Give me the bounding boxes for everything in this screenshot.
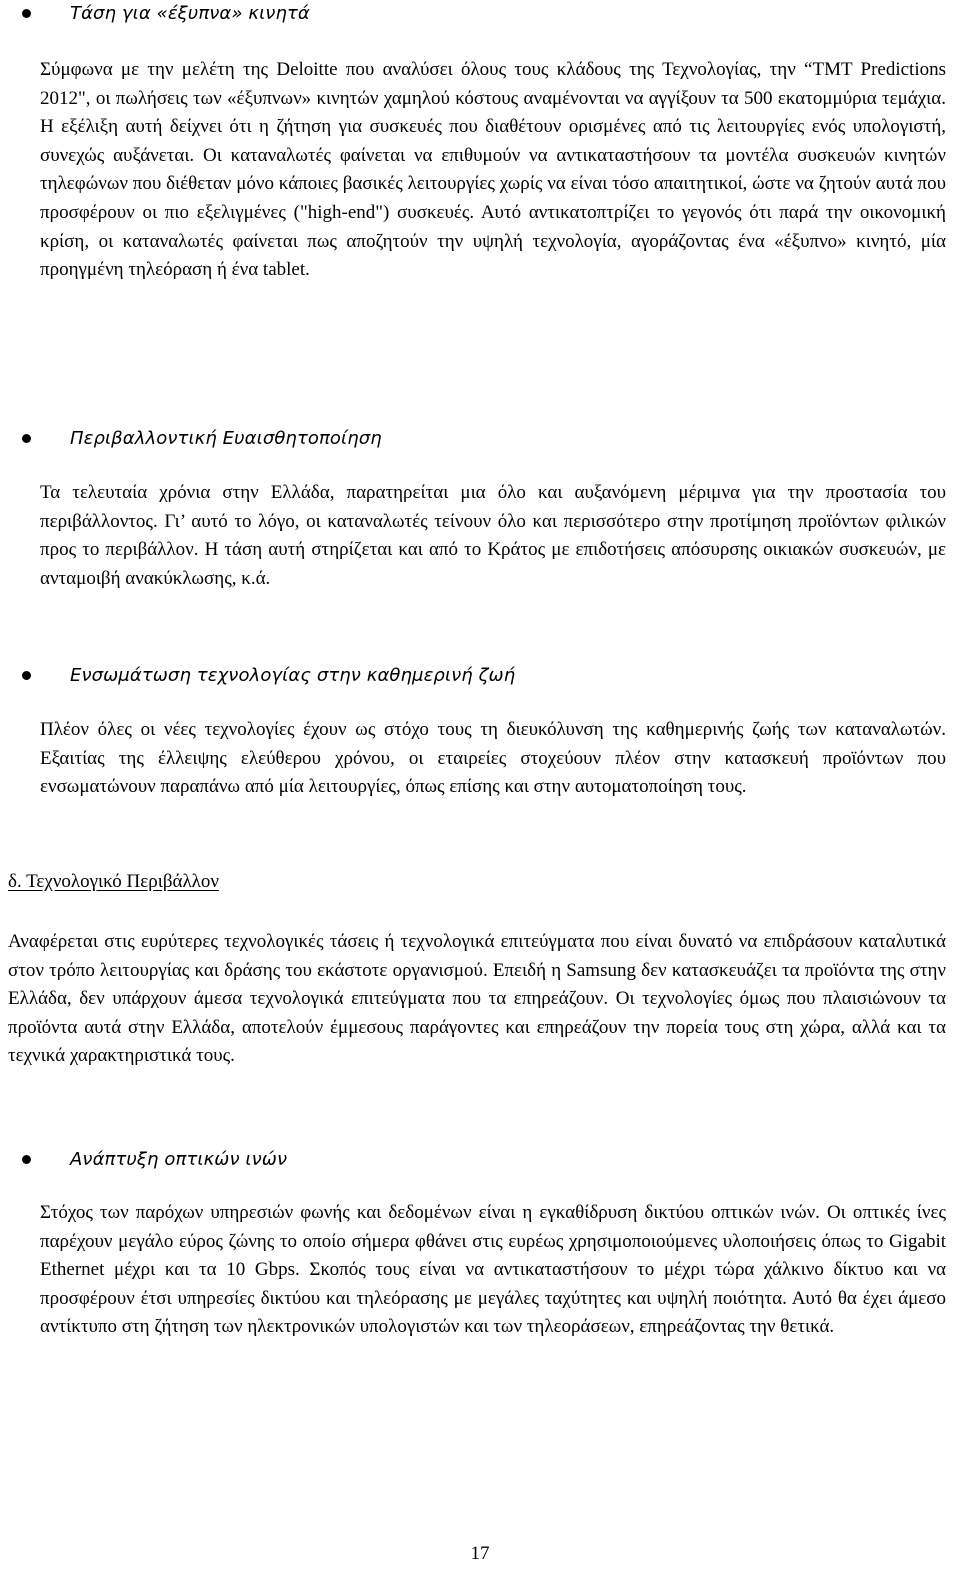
section-heading-tech: δ. Τεχνολογικό Περιβάλλον [8,871,219,892]
bullet-heading-smart-phones [22,0,310,28]
bullet-heading-optical [22,1144,287,1174]
bullet-icon [22,1155,31,1164]
heading-text: Ανάπτυξη οπτικών ινών [70,1148,288,1170]
paragraph-daily-life: Πλέον όλες οι νέες τεχνολογίες έχουν ως στόχο τους τη διευκόλυνση της καθημερινής ζωής των καταναλωτών. Εξαιτίας της έλλειψης ελεύθερου χρόνου, οι εταιρείες στοχεύουν πλέον στην κατασκευή προϊόντων που ενσωματώνουν παραπάνω από μία λειτουργίες, όπως επίσης και στην αυτοματοποίηση τους. [40,719,946,798]
page-number: 17 [470,1543,490,1564]
paragraph-tech: Αναφέρεται στις ευρύτερες τεχνολογικές τάσεις ή τεχνολογικά επιτεύγματα που είναι δυνατό να επιδράσουν καταλυτικά στον τρόπο λειτουργίας και δράσης του εκάστοτε οργανισμού. Επειδή η Samsung δεν κατασκευάζει τα προϊόντα της στην Ελλάδα, δεν υπάρχουν άμεσα τεχνολογικά επιτεύγματα που τα επηρεάζουν. Οι τεχνολογίες όμως που πλαισιώνουν τα προϊόντα αυτά στην Ελλάδα, αποτελούν έμμεσους παράγοντες και επηρεάζουν την πορεία τους στη χώρα, αλλά και τα τεχνικά χαρακτηριστικά τους. [8,931,946,1067]
bullet-icon [22,434,31,443]
heading-text: Περιβαλλοντική Ευαισθητοποίηση [70,427,382,449]
paragraph-optical: Στόχος των παρόχων υπηρεσιών φωνής και δεδομένων είναι η εγκαθίδρυση δικτύου οπτικών ινών. Οι οπτικές ίνες παρέχουν μεγάλο εύρος ζώνης το οποίο σήμερα φθάνει στις ευρέως χρησιμοποιούμενες υλοποιήσεις όπως το Gigabit Ethernet μέχρι και τα 10 Gbps. Σκοπός τους είναι να αντικαταστήσουν το μέχρι τώρα χάλκινο δίκτυο και να προσφέρουν έτσι υπηρεσίες δικτύου και τηλεόρασης με μεγάλες ταχύτητες και υψηλή ποιότητα. Αυτό θα έχει άμεσο αντίκτυπο στη ζήτηση των ηλεκτρονικών υπολογιστών και των τηλεοράσεων, επηρεάζοντας την θετικά. [40,1202,946,1338]
paragraph-environment: Τα τελευταία χρόνια στην Ελλάδα, παρατηρείται μια όλο και αυξανόμενη μέριμνα για την προστασία του περιβάλλοντος. Γι’ αυτό το λόγο, οι καταναλωτές τείνουν όλο και περισσότερο στην προτίμηση προϊόντων φιλικών προς το περιβάλλον. Η τάση αυτή στηρίζεται και από το Κράτος με επιδοτήσεις απόσυρσης οικιακών συσκευών, με ανταμοιβή ανακύκλωσης, κ.ά. [40,482,946,589]
heading-text: Ενσωμάτωση τεχνολογίας στην καθημερινή ζωή [70,664,516,686]
paragraph-smart-phones: Σύμφωνα με την μελέτη της Deloitte που αναλύσει όλους τους κλάδους της Τεχνολογίας, την “TMT Predictions 2012", οι πωλήσεις των «έξυπνων» κινητών χαμηλού κόστους αναμένονται να αγγίξουν τα 500 εκατομμύρια τεμάχια. Η εξέλιξη αυτή δείχνει ότι η ζήτηση για συσκευές που διαθέτουν ορισμένες από τις λειτουργίες ενός υπολογιστή, συνεχώς αυξάνεται. Οι καταναλωτές φαίνεται να επιθυμούν να αντικαταστήσουν τα μοντέλα συσκευών κινητών τηλεφώνων που διέθεταν μόνο κάποιες βασικές λειτουργίες χωρίς να είναι τόσο απαιτητικοί, ώστε να ζητούν αυτά που προσφέρουν οι πιο εξελιγμένες ("high-end") συσκευές. Αυτό αντικατοπτρίζει το γεγονός ότι παρά την οικονομική κρίση, οι καταναλωτές φαίνεται πως αποζητούν την υψηλή τεχνολογία, αγοράζοντας ένα «έξυπνο» κινητό, μία προηγμένη τηλεόραση ή ένα tablet. [40,59,946,281]
bullet-icon [22,671,31,680]
bullet-heading-environment [22,423,382,453]
bullet-icon [22,9,31,18]
heading-text: Τάση για «έξυπνα» κινητά [70,2,310,24]
bullet-heading-daily-life [22,660,515,690]
